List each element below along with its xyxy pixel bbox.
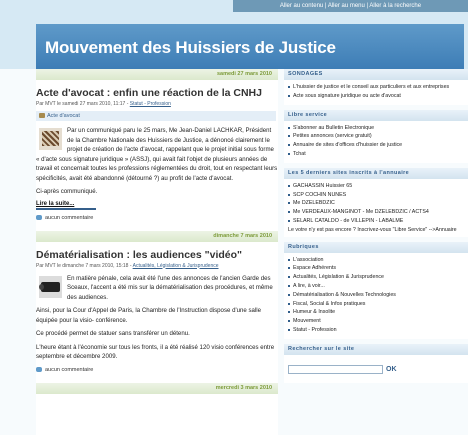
sidebar-item[interactable]: L'huissier de justice et le conseil aux particuliers et aux entreprises	[288, 84, 465, 91]
post-date: dimanche 7 mars 2010	[36, 231, 278, 242]
comments-link[interactable]: aucun commentaire	[36, 215, 278, 221]
post-image	[39, 276, 62, 298]
search-form	[284, 355, 468, 383]
sidebar-item[interactable]: Actualités, Législation & Jurisprudence	[288, 274, 465, 281]
sidebar-heading-search: Rechercher sur le site	[284, 344, 468, 355]
post-paragraph: En matière pénale, cela avait été l'une des annonces de l'ancien Garde des Sceaux, l'accent a été mis sur la dématérialisation des procédures, et même des audiences.	[67, 274, 273, 301]
skip-to-content-link[interactable]: Aller au contenu	[279, 3, 324, 9]
post	[36, 249, 278, 373]
read-more-underline	[36, 208, 96, 210]
sidebar-heading-rubriques: Rubriques	[284, 242, 468, 253]
sidebar-item[interactable]: Tchat	[288, 151, 465, 158]
skip-to-search-link[interactable]: Aller à la recherche	[369, 3, 422, 9]
main-content	[36, 69, 278, 435]
sidebar-item[interactable]: S'abonner au Bulletin Electronique	[288, 125, 465, 132]
sidebar-item[interactable]: Me DZELEBDZIC	[288, 200, 465, 207]
site-header	[0, 12, 468, 69]
post-paragraph: Ainsi, pour la Cour d'Appel de Paris, la Chambre de l'Instruction dispose d'une salle équipée pour la visio- conférence.	[36, 307, 262, 324]
post-image	[39, 128, 62, 150]
sidebar-item[interactable]: A lire, à voir...	[288, 283, 465, 290]
post-paragraph: L'heure étant à l'économie sur tous les fronts, il a été réalisé 120 visio conférences entre septembre et décembre 2009.	[36, 343, 275, 360]
post-title[interactable]: Acte d'avocat : enfin une réaction de la CNHJ	[36, 87, 262, 99]
search-ok-button[interactable]: OK	[386, 366, 397, 373]
sidebar-item[interactable]: SCP COCHIN NUNES	[288, 192, 465, 199]
sidebar-item[interactable]: Petites annonces (service gratuit)	[288, 133, 465, 140]
sidebar-item[interactable]: Acte sous signature juridique ou acte d'avocat	[288, 93, 465, 100]
post-category-link[interactable]: Statut - Profession	[129, 101, 171, 107]
sidebar-heading-sondages: SONDAGES	[284, 69, 468, 80]
post	[36, 87, 278, 221]
sidebar-item[interactable]: Annuaire de sites d'offices d'huissier de justice	[288, 142, 465, 149]
post-title[interactable]: Dématérialisation : les audiences "vidéo"	[36, 248, 243, 261]
post-paragraph: Ci-après communiqué.	[36, 188, 98, 195]
site-title[interactable]: Mouvement des Huissiers de Justice	[45, 38, 336, 57]
tag-icon	[39, 113, 45, 118]
sidebar-list-rubriques	[284, 253, 468, 339]
read-more-link[interactable]: Lire la suite...	[36, 200, 75, 207]
header-banner	[36, 24, 464, 69]
sidebar-list-libre-service	[284, 121, 468, 163]
sidebar-item[interactable]: Me VERDEAUX-MANGINOT - Me DZELEBDZIC / ACTS4	[288, 209, 465, 216]
post-paragraph: Ce procédé permet de statuer sans transférer un détenu.	[36, 330, 190, 337]
search-input[interactable]	[288, 365, 383, 374]
comment-bubble-icon	[36, 215, 42, 220]
comments-link[interactable]: aucun commentaire	[36, 367, 278, 373]
sidebar-item[interactable]: Espace Adhérents	[288, 265, 465, 272]
sidebar-list-sondages	[284, 80, 468, 105]
sidebar-heading-derniers-sites: Les 5 derniers sites inscrits à l'annuaire	[284, 168, 468, 179]
sidebar-note: Le votre n'y est pas encore ? Inscrivez-vous "Libre Service" -->Annuaire	[288, 226, 457, 233]
skip-to-menu-link[interactable]: Aller au menu	[327, 3, 365, 9]
sidebar-item[interactable]: Fiscal, Social & Infos pratiques	[288, 301, 465, 308]
post-tag[interactable]: Acte d'avocat	[36, 111, 276, 121]
sidebar-item[interactable]: Dématérialisation & Nouvelles Technologies	[288, 292, 465, 299]
post-date: samedi 27 mars 2010	[36, 69, 278, 80]
post-date: mercredi 3 mars 2010	[36, 383, 278, 394]
sidebar-item[interactable]: Mouvement	[288, 318, 465, 325]
post-body	[36, 274, 278, 362]
sidebar-item[interactable]: SELARL CATALDO - de VILLEPIN - LABALME	[288, 218, 465, 225]
sidebar-item[interactable]: Statut - Profession	[288, 327, 465, 334]
post-meta: Par MVT le samedi 27 mars 2010, 11:17 - Statut - Profession	[36, 101, 171, 107]
post-meta: Par MVT le dimanche 7 mars 2010, 15:18 - Actualités, Législation & Jurisprudence	[36, 262, 219, 269]
skip-links: Aller au contenu | Aller au menu | Aller à la recherche	[233, 0, 468, 12]
post-category-link[interactable]: Actualités, Législation & Jurisprudence	[132, 262, 219, 269]
sidebar-item[interactable]: Humeur & Insolite	[288, 309, 465, 316]
post-paragraph: Par un communiqué paru le 25 mars, Me Jean-Daniel LACHKAR, Président de la Chambre Nationale des Huissiers de Justice, a dénoncé clairement le projet de création de l'acte d'avocat, rappelant que le projet initial sous forme « d'acte sous signature juridique » (ASSJ), qui avait fait l'objet de plusieurs années de travail et concernait toutes les professions réglementées du droit, tout en respectant leurs spécificités, avait été abandonné (détourné ?) au profit de l'acte d'avocat.	[36, 127, 278, 182]
post-body	[36, 126, 278, 197]
sidebar-list-derniers-sites	[284, 179, 468, 237]
comment-bubble-icon	[36, 367, 42, 372]
sidebar-item[interactable]: GACHASSIN Huissier 65	[288, 183, 465, 190]
sidebar	[284, 69, 468, 435]
sidebar-item[interactable]: L'association	[288, 257, 465, 264]
sidebar-heading-libre-service: Libre service	[284, 110, 468, 121]
